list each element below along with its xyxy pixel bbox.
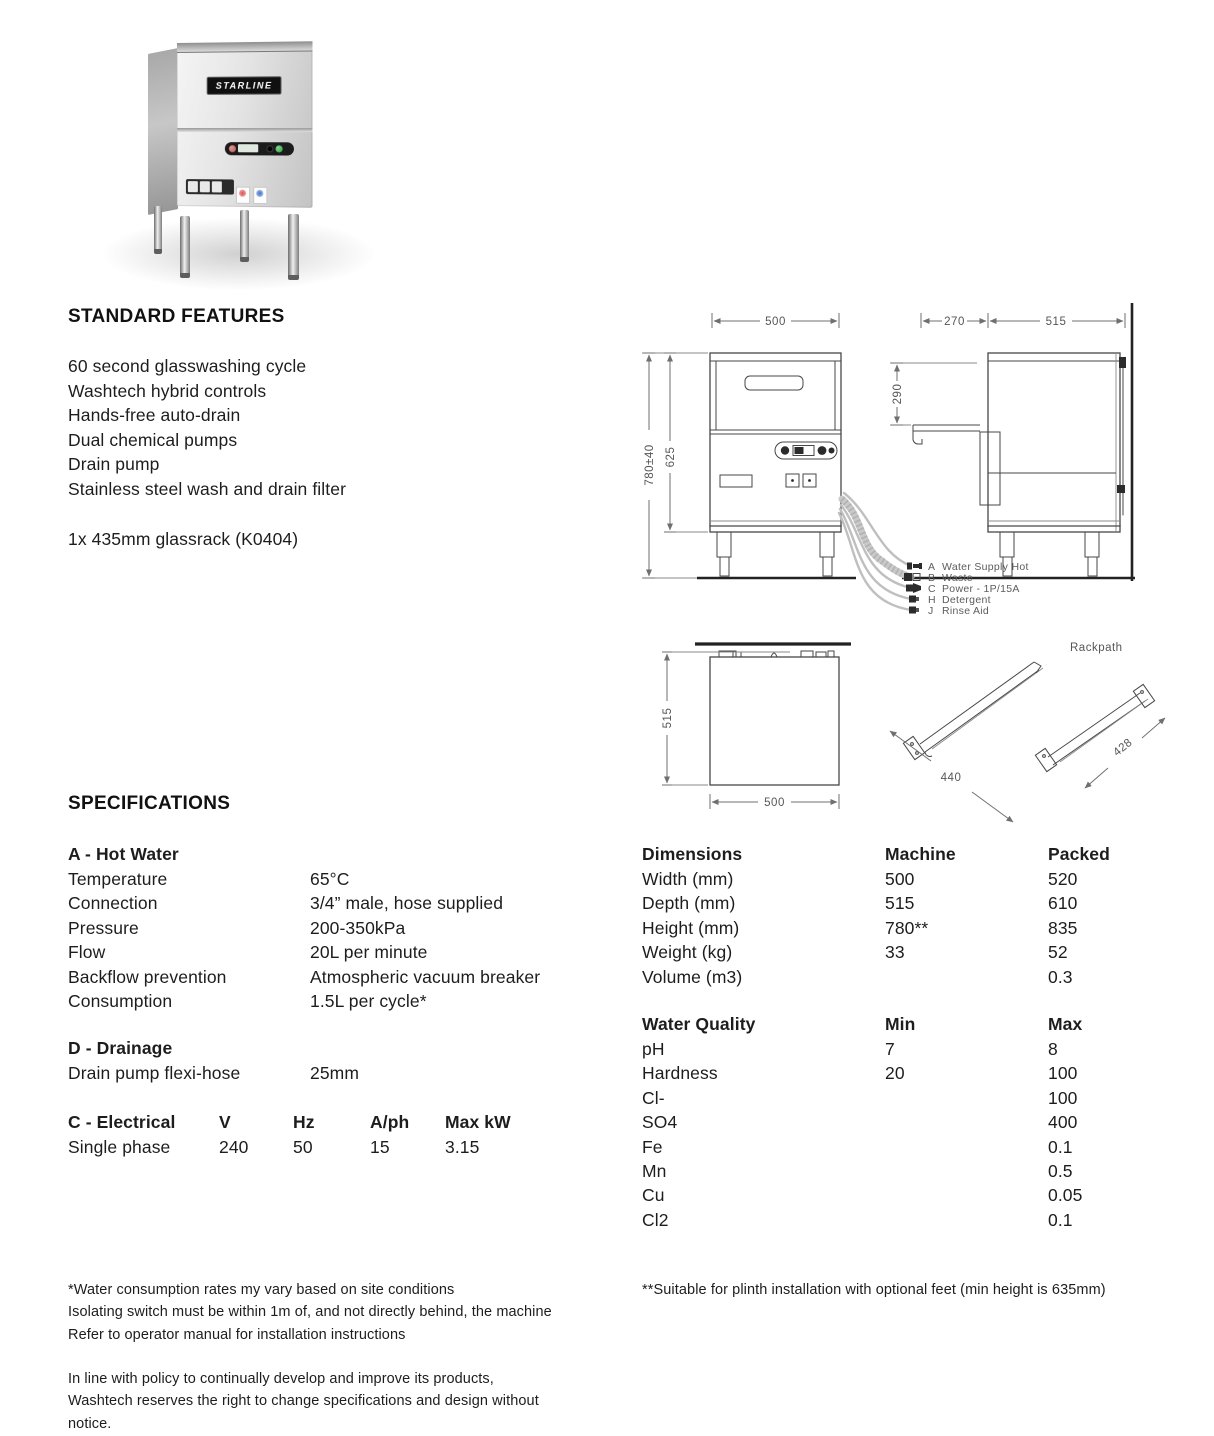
spec-value: 65°C — [310, 869, 350, 889]
wash-temp-sticker — [236, 186, 250, 203]
technical-drawings — [620, 295, 1214, 835]
spec-label: Weight (kg) — [642, 942, 733, 963]
water-supply-connector-icon — [907, 563, 922, 570]
machine-side-panel — [148, 48, 178, 215]
front-overall-height-dim: 780±40 — [644, 444, 656, 486]
wash-icon — [239, 189, 246, 196]
spec-label: Mn — [642, 1161, 667, 1182]
column-header: V — [219, 1112, 231, 1132]
stop-button-icon — [267, 145, 274, 152]
spec-label: Volume (m3) — [642, 966, 743, 987]
machine-leg — [288, 214, 299, 280]
spec-value: 515 — [885, 893, 915, 914]
spec-value: 0.05 — [1048, 1185, 1083, 1206]
power-indicator-icon — [229, 145, 236, 152]
column-header: Min — [885, 1014, 916, 1034]
spec-label: Backflow prevention — [68, 966, 227, 987]
spec-label: Consumption — [68, 991, 173, 1012]
footnotes-left-para2 — [68, 1368, 539, 1435]
footnote-right: **Suitable for plinth installation with optional feet (min height is 635mm) — [642, 1282, 1106, 1298]
machine-top-band — [177, 41, 313, 53]
legend-key: H — [928, 594, 936, 606]
water-quality-table — [642, 1037, 1178, 1232]
spec-value: 25mm — [310, 1063, 360, 1083]
machine-front-panel — [177, 41, 313, 207]
column-header: Max — [1048, 1014, 1083, 1034]
water-quality-section-title: Water Quality — [642, 1014, 756, 1034]
top-view-drawing — [662, 644, 851, 809]
spec-value: 0.3 — [1048, 966, 1073, 987]
feature-item: Stainless steel wash and drain filter — [68, 478, 347, 499]
temperature-display — [238, 144, 258, 152]
spec-value — [885, 1110, 1048, 1134]
feature-item: Washtech hybrid controls — [68, 380, 267, 401]
rinse-aid-connector-icon — [909, 607, 919, 614]
footnote-line: *Water consumption rates my vary based on site conditions — [68, 1282, 455, 1298]
product-photo — [92, 20, 392, 288]
spec-label: Height (mm) — [642, 917, 740, 938]
top-depth-dim: 515 — [662, 707, 674, 729]
legend-key: C — [928, 583, 936, 595]
spec-value: 3.15 — [445, 1137, 480, 1157]
hot-water-section-title: A - Hot Water — [68, 844, 179, 864]
spec-value — [885, 1183, 1048, 1207]
legend-label: Detergent — [942, 594, 991, 606]
side-depth-dim: 515 — [1045, 316, 1067, 328]
side-clearance-dim: 270 — [944, 316, 965, 328]
legend-label: Waste — [942, 572, 973, 584]
side-door-height-dim: 290 — [892, 383, 904, 405]
spec-value: 400 — [1048, 1112, 1078, 1133]
spec-value — [885, 1135, 1048, 1159]
side-view-drawing — [890, 303, 1135, 581]
spec-value: 100 — [1048, 1063, 1078, 1084]
standard-features-list — [68, 354, 346, 502]
spec-label: SO4 — [642, 1112, 678, 1133]
spec-label: Flow — [68, 942, 106, 963]
spec-value: 780** — [885, 917, 929, 938]
spec-value: 33 — [885, 942, 905, 963]
spec-label: Connection — [68, 893, 158, 914]
spec-value: 200-350kPa — [310, 917, 406, 938]
dimensions-header-row — [642, 842, 1178, 866]
machine-leg — [240, 210, 249, 262]
dimensions-table — [642, 867, 1178, 989]
spec-value: 0.1 — [1048, 1209, 1073, 1230]
legend-label: Rinse Aid — [942, 605, 990, 617]
spec-value: 240 — [219, 1137, 249, 1157]
rackpath-title: Rackpath — [1070, 642, 1123, 654]
machine-leg — [154, 206, 162, 254]
spec-value: 52 — [1048, 942, 1068, 963]
spec-label: Hardness — [642, 1063, 718, 1084]
spec-label: Fe — [642, 1136, 663, 1157]
front-view-drawing — [642, 313, 856, 578]
electrical-table — [68, 1135, 555, 1159]
column-header: Machine — [885, 844, 956, 864]
column-header: A/ph — [370, 1112, 410, 1132]
specifications-title: SPECIFICATIONS — [68, 793, 231, 814]
hot-water-table — [68, 867, 640, 1013]
spec-value: 50 — [293, 1137, 313, 1157]
legend-key: B — [928, 572, 936, 584]
column-header: Max kW — [445, 1112, 511, 1132]
spec-value — [885, 1208, 1048, 1232]
machine-leg — [180, 216, 190, 278]
spec-label: Temperature — [68, 869, 168, 889]
feature-item: Hands-free auto-drain — [68, 405, 241, 426]
spec-label: Width (mm) — [642, 869, 734, 889]
top-width-dim: 500 — [764, 797, 785, 809]
rinse-temp-sticker — [254, 186, 268, 203]
spec-value: 0.1 — [1048, 1136, 1073, 1157]
photo-shadow — [104, 218, 374, 290]
spec-value — [885, 965, 1048, 989]
legend-key: A — [928, 561, 936, 573]
spec-value: 500 — [885, 869, 915, 889]
rating-plate — [186, 179, 234, 195]
feature-item: Dual chemical pumps — [68, 429, 238, 450]
spec-value: 7 — [885, 1039, 895, 1059]
spec-value — [885, 1086, 1048, 1110]
spec-label: Cl- — [642, 1087, 665, 1108]
start-button-icon — [276, 145, 283, 152]
front-width-dim: 500 — [765, 316, 786, 328]
spec-value: 0.5 — [1048, 1161, 1073, 1182]
legend-label: Power - 1P/15A — [942, 583, 1020, 595]
feature-item: Drain pump — [68, 454, 160, 475]
drainage-section-title: D - Drainage — [68, 1038, 173, 1058]
electrical-header-row — [68, 1110, 555, 1134]
column-header: Packed — [1048, 844, 1110, 864]
spec-label: Pressure — [68, 917, 139, 938]
spec-value: Atmospheric vacuum breaker — [310, 966, 541, 987]
standard-features-title: STANDARD FEATURES — [68, 306, 285, 327]
spec-value: 15 — [370, 1137, 390, 1157]
water-quality-header-row — [642, 1012, 1178, 1036]
footnote-line: notice. — [68, 1415, 112, 1432]
rinse-icon — [257, 190, 264, 197]
footnote-line: Washtech reserves the right to change specifications and design without — [68, 1393, 539, 1410]
spec-label: Depth (mm) — [642, 893, 736, 914]
rackpath-drawing — [890, 642, 1165, 822]
power-connector-icon — [906, 583, 921, 593]
detergent-connector-icon — [909, 596, 919, 603]
spec-value: 1.5L per cycle* — [310, 991, 427, 1012]
control-panel — [225, 142, 294, 155]
spec-label: Cl2 — [642, 1209, 669, 1230]
spec-label: Cu — [642, 1185, 665, 1206]
spec-value: 20L per minute — [310, 942, 428, 963]
door-split-line — [177, 128, 313, 132]
electrical-section-title: C - Electrical — [68, 1112, 176, 1132]
included-accessory: 1x 435mm glassrack (K0404) — [68, 529, 299, 549]
spec-label: pH — [642, 1039, 665, 1059]
feature-item: 60 second glasswashing cycle — [68, 356, 307, 376]
spec-value: 610 — [1048, 893, 1078, 914]
spec-value: 100 — [1048, 1087, 1078, 1108]
legend-key: J — [928, 605, 934, 617]
footnote-line: Refer to operator manual for installation instructions — [68, 1326, 406, 1343]
drainage-table — [68, 1061, 640, 1085]
spec-value: 3/4” male, hose supplied — [310, 893, 504, 914]
dimensions-section-title: Dimensions — [642, 844, 743, 864]
brand-badge: STARLINE — [207, 76, 282, 95]
spec-value: 835 — [1048, 917, 1078, 938]
column-header: Hz — [293, 1112, 315, 1132]
footnote-line: Isolating switch must be within 1m of, and not directly behind, the machine — [68, 1304, 552, 1321]
spec-value: 8 — [1048, 1039, 1058, 1059]
footnote-line: In line with policy to continually develop and improve its products, — [68, 1371, 494, 1387]
front-body-height-dim: 625 — [665, 446, 677, 468]
spec-value: 520 — [1048, 869, 1078, 889]
legend-label: Water Supply Hot — [942, 561, 1029, 573]
rack-length-dim-right: 428 — [1111, 736, 1135, 759]
spec-label: Drain pump flexi-hose — [68, 1063, 241, 1083]
spec-value — [885, 1159, 1048, 1183]
rack-length-dim-left: 440 — [940, 772, 962, 784]
spec-value: 20 — [885, 1063, 905, 1084]
footnotes-left-para1 — [68, 1279, 552, 1346]
spec-label: Single phase — [68, 1137, 171, 1157]
